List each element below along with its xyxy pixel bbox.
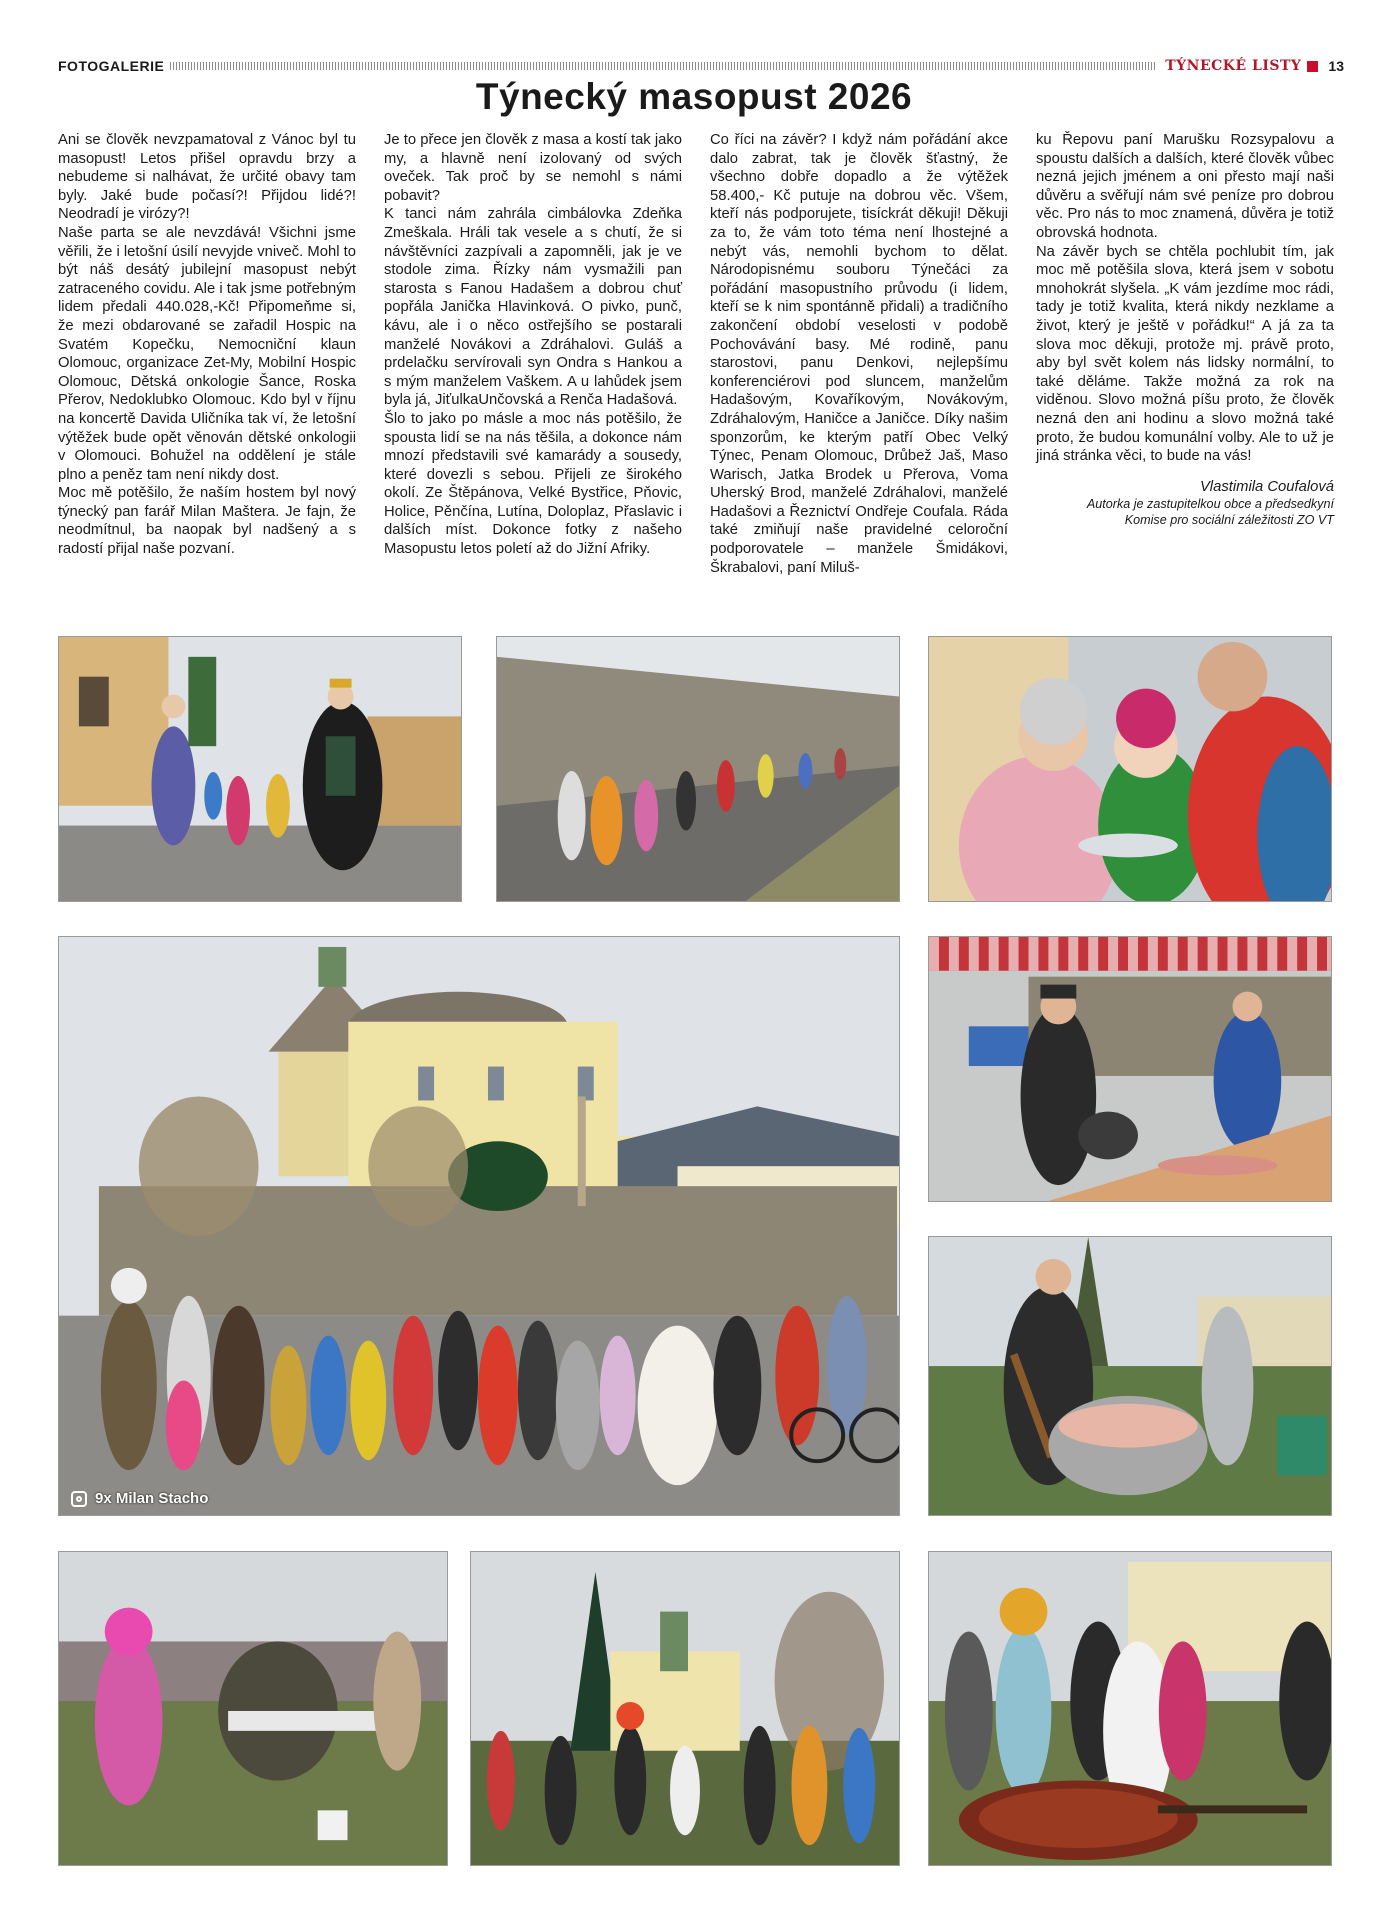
section-label: FOTOGALERIE (58, 58, 165, 74)
text-column-2 (384, 131, 682, 559)
photo-procession-king (58, 636, 462, 902)
paragraph: Šlo to jako po másle a moc nás potěšilo, že spousta lidí se na nás těšila, a dokonce nám mnozí představili své kamarády a sousedy, které dovezli s sebou. Přijeli ze širokého okolí. Ze Štěpánova, Velké Bystřice, Pňovic, Holice, Pěnčína, Lutína, Doloplaz, Přaslavic i dalších míst. Dokonce fotky z našeho Masopustu letos poletí až do Jižní Afriky. (384, 410, 682, 558)
author-note: Autorka je zastupitelkou obce a předsedkyní (1086, 497, 1334, 512)
photo-credit-text: 9x Milan Stacho (95, 1490, 209, 1507)
photo-stirring-cauldron (928, 1236, 1332, 1516)
photo-cutting-meat (928, 936, 1332, 1202)
text-column-1 (58, 131, 356, 559)
paragraph: ku Řepovu paní Marušku Rozsypalovu a spoustu dalších a dalších, které člověk vůbec nezná jejich jménem a oni přesto mají naši důvěru a svěřují nám své peníze pro dobrou věc. Pro nás to moc znamená, důvěra je totiž obrovská hodnota. (1036, 132, 1334, 241)
text-column-3 (710, 131, 1008, 577)
article-title: Týnecký masopust 2026 (475, 76, 913, 117)
paragraph: Co říci na závěr? I když nám pořádání akce dalo zabrat, tak je člověk šťastný, že všechno dobře dopadlo a že výtěžek 58.400,- Kč putuje na dobrou věc. Všem, kteří nás podporujete, tisíckrát děkuji! Děkuji za to, že vám toto téma není lhostejné a nebýt vás, nemohli bychom to dělat. Národopisnému souboru Týnečáci za pořádání masopustního průvodu (i lidem, kteří se k nim spontánně přidali) a tradičního zakončení období veselosti v podobě Pochovávání basy. Mé rodině, panu starostovi, panu Denkovi, nejlepšímu konferenciérovi pod sluncem, manželům Hadašovým, Kovaříkovým, Novákovým, Zdráhalovým, Haničce a Janičce. Díky našim sponzorům, ke kterým patří Obec Velký Týnec, Penam Olomouc, Drůbež Jaš, Maso Warisch, Jatka Brodek u Přerova, Voma Uherský Brod, manželé Zdráhalovi, manželé Hadašovi a Řeznictví Ondřeje Coufala. Ráda také zmiňují naše pravidelné celoroční podporovatele – manžele Šmidákovi, Škrabalovi, paní Miluš- (710, 132, 1008, 576)
paragraph: Ani se člověk nevzpamatoval z Vánoc byl tu masopust! Letos přišel opravdu brzy a nebudeme si nalhávat, že určité obavy tam byly. Jaké bude počasí?! Přijdou lidé?! Neodradí je virózy?! (58, 132, 356, 223)
paragraph: Je to přece jen člověk z masa a kostí tak jako my, a hlavně není izolovaný od svých oveček. Tak proč by se nemohl s námi pobavit? (384, 132, 682, 204)
photo-burying-bass (928, 1551, 1332, 1866)
header-rule (170, 62, 1157, 70)
paragraph: Na závěr bych se chtěla pochlubit tím, jak moc mě potěšila slova, která jsem v sobotu mnohokrát slyšela. „K vám jezdíme moc rádi, tady je totiž kvalita, která nikdy nezklame a život, který je ještě v pořádku!“ A já za ta slova moc děkuji, protože mj. právě proto, aby byl svět kolem nás lidsky normální, to také děláme. Takže možná za rok na viděnou. Slovo možná píšu proto, že člověk nezná den ani hodinu a slovo možná také proto, že budou komunální volby. Ale to už je jiná stránka věci, to bude na vás! (1036, 243, 1334, 465)
author-note: Komise pro sociální záležitosti ZO VT (1124, 513, 1334, 528)
photo-group-church (58, 936, 900, 1516)
author-signature: Vlastimila Coufalová (1199, 478, 1334, 495)
photo-serving-drinks (928, 636, 1332, 902)
brand-mark-icon (1307, 61, 1318, 72)
photo-dancing-church (470, 1551, 900, 1866)
brand-logo: TÝNECKÉ LISTY (1165, 58, 1302, 74)
text-column-4 (1036, 131, 1334, 528)
photo-procession-street (496, 636, 900, 902)
photo-credit (71, 1490, 208, 1507)
page-number: 13 (1328, 58, 1344, 74)
page-header (58, 56, 1344, 76)
paragraph: Moc mě potěšilo, že naším hostem byl nový týnecký pan farář Milan Maštera. Je fajn, že neodmítnul, ba naopak byl nadšený a s radostí přijal naše pozvaní. (58, 485, 356, 558)
camera-icon (71, 1491, 87, 1507)
paragraph: Naše parta se ale nevzdává! Všichni jsme věřili, že i letošní úsilí nevyjde vniveč. Mohl to být náš desátý jubilejní masopust nebýt zatraceného covidu. Ale i tak jsme potřebným lidem předali 440.028,-Kč! Připomeňme si, že mezi obdarované se zařadil Hospic na Svatém Kopečku, Nemocniční klaun Olomouc, organizace Zet-My, Mobilní Hospic Olomouc, Dětská onkologie Šance, Roska Přerov, Nedoklubko Olomouc. Kdo byl v říjnu na koncertě Davida Uličníka tak ví, že letošní výtěžek bude opět věnován dětské onkologii v Olomouci. Bohužel na oddělení je stále plno a peněz tam není nikdy dost. (58, 224, 356, 483)
photo-clown-table (58, 1551, 448, 1866)
paragraph: K tanci nám zahrála cimbálovka Zdeňka Zmeškala. Hráli tak vesele a s chutí, že si návštěvníci zazpívali a zapomněli, jak je ve stodole zima. Řízky nám vysmažili pan starosta s Fanou Hadašem a dobrou chuť popřála Janička Hlavinková. O pivko, punč, kávu, ale i o něco ostřejšího se postarali manželé Novákovi a Zdráhalovi. Guláš a prdelačku servírovali syn Ondra s Hankou a s mým manželem Vaškem. A u lahůdek jsem byla já, JiťulkaUnčovská a Renča Hadašová. (384, 206, 682, 409)
